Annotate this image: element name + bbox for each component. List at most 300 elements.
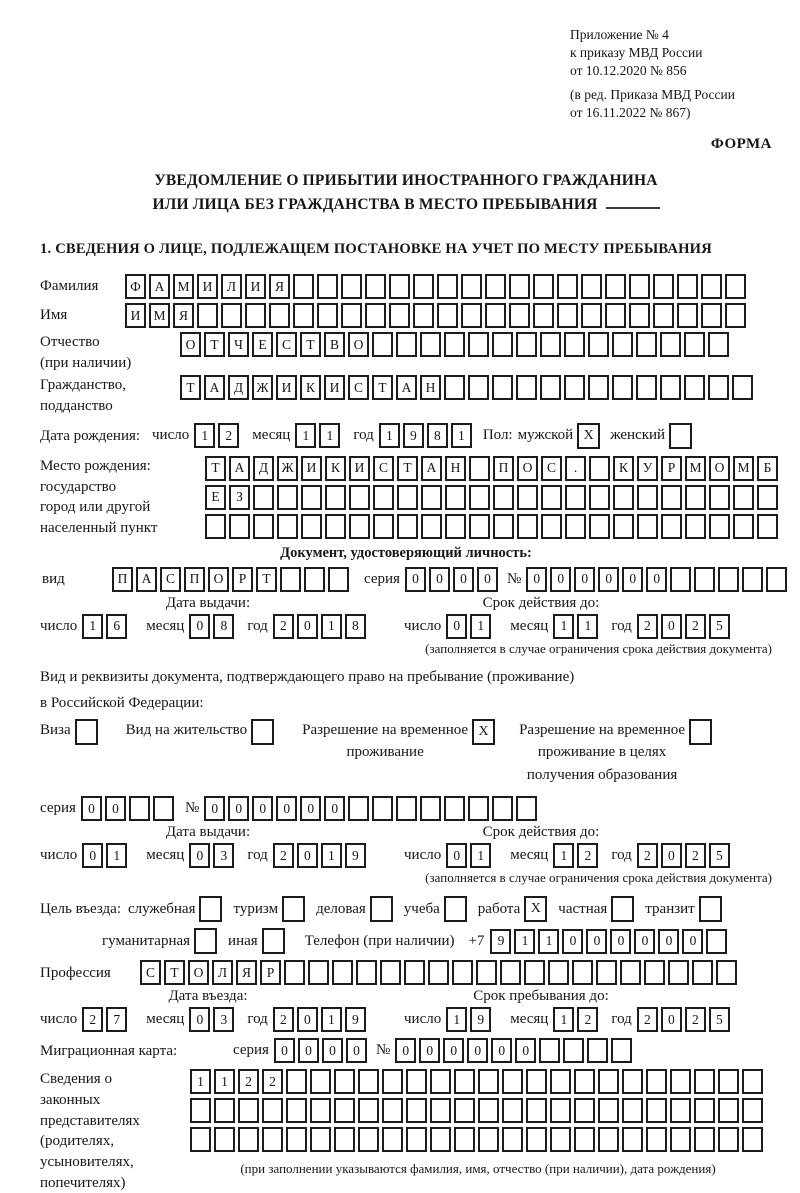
char-cell[interactable]: [389, 303, 410, 328]
char-cell[interactable]: [349, 485, 370, 510]
char-cell[interactable]: [334, 1098, 355, 1123]
representatives-row3-cells[interactable]: [190, 1127, 766, 1152]
char-cell[interactable]: [550, 1127, 571, 1152]
char-cell[interactable]: 1: [194, 423, 215, 448]
char-cell[interactable]: [293, 274, 314, 299]
char-cell[interactable]: 0: [562, 929, 583, 954]
blank-underline[interactable]: [606, 194, 660, 209]
char-cell[interactable]: [516, 375, 537, 400]
char-cell[interactable]: 1: [214, 1069, 235, 1094]
char-cell[interactable]: Б: [757, 456, 778, 481]
char-cell[interactable]: [557, 303, 578, 328]
char-cell[interactable]: [341, 303, 362, 328]
char-cell[interactable]: С: [348, 375, 369, 400]
char-cell[interactable]: 0: [586, 929, 607, 954]
char-cell[interactable]: [445, 485, 466, 510]
char-cell[interactable]: 9: [470, 1007, 491, 1032]
char-cell[interactable]: 5: [709, 614, 730, 639]
char-cell[interactable]: Я: [269, 274, 290, 299]
char-cell[interactable]: [677, 303, 698, 328]
char-cell[interactable]: [382, 1127, 403, 1152]
char-cell[interactable]: [718, 1098, 739, 1123]
char-cell[interactable]: 0: [395, 1038, 416, 1063]
birth-day-cells[interactable]: [194, 423, 242, 448]
representatives-row2-cells[interactable]: [190, 1098, 766, 1123]
char-cell[interactable]: 0: [467, 1038, 488, 1063]
representatives-row1-cells[interactable]: [190, 1069, 766, 1094]
char-cell[interactable]: [541, 485, 562, 510]
char-cell[interactable]: К: [325, 456, 346, 481]
char-cell[interactable]: [238, 1127, 259, 1152]
char-cell[interactable]: [365, 303, 386, 328]
char-cell[interactable]: П: [184, 567, 205, 592]
char-cell[interactable]: [694, 1127, 715, 1152]
char-cell[interactable]: 5: [709, 843, 730, 868]
char-cell[interactable]: [478, 1098, 499, 1123]
char-cell[interactable]: [469, 485, 490, 510]
char-cell[interactable]: 0: [322, 1038, 343, 1063]
char-cell[interactable]: 1: [321, 614, 342, 639]
char-cell[interactable]: [317, 303, 338, 328]
residence-permit-checkbox[interactable]: [251, 719, 274, 745]
char-cell[interactable]: [286, 1098, 307, 1123]
char-cell[interactable]: Я: [236, 960, 257, 985]
char-cell[interactable]: [238, 1098, 259, 1123]
char-cell[interactable]: [396, 796, 417, 821]
char-cell[interactable]: 1: [446, 1007, 467, 1032]
char-cell[interactable]: 0: [443, 1038, 464, 1063]
char-cell[interactable]: 7: [106, 1007, 127, 1032]
valid-month-cells[interactable]: [553, 843, 601, 868]
char-cell[interactable]: [574, 1069, 595, 1094]
char-cell[interactable]: 2: [637, 614, 658, 639]
char-cell[interactable]: [430, 1127, 451, 1152]
char-cell[interactable]: [540, 375, 561, 400]
char-cell[interactable]: [262, 1127, 283, 1152]
char-cell[interactable]: Е: [205, 485, 226, 510]
char-cell[interactable]: [493, 485, 514, 510]
birthplace-row1-cells[interactable]: [205, 456, 781, 481]
char-cell[interactable]: [492, 796, 513, 821]
char-cell[interactable]: 1: [106, 843, 127, 868]
purpose-tourism-checkbox[interactable]: [282, 896, 305, 922]
char-cell[interactable]: [589, 514, 610, 539]
char-cell[interactable]: [454, 1127, 475, 1152]
char-cell[interactable]: [706, 929, 727, 954]
char-cell[interactable]: [325, 485, 346, 510]
char-cell[interactable]: [725, 274, 746, 299]
purpose-study-checkbox[interactable]: [444, 896, 467, 922]
char-cell[interactable]: Т: [205, 456, 226, 481]
char-cell[interactable]: [397, 485, 418, 510]
char-cell[interactable]: 1: [553, 843, 574, 868]
char-cell[interactable]: [757, 514, 778, 539]
char-cell[interactable]: [709, 485, 730, 510]
char-cell[interactable]: [612, 332, 633, 357]
char-cell[interactable]: [492, 332, 513, 357]
char-cell[interactable]: М: [733, 456, 754, 481]
char-cell[interactable]: .: [565, 456, 586, 481]
char-cell[interactable]: [516, 796, 537, 821]
char-cell[interactable]: Ж: [277, 456, 298, 481]
stay-year-cells[interactable]: [637, 1007, 733, 1032]
birth-month-cells[interactable]: [295, 423, 343, 448]
char-cell[interactable]: [694, 1098, 715, 1123]
char-cell[interactable]: 2: [273, 614, 294, 639]
char-cell[interactable]: [428, 960, 449, 985]
char-cell[interactable]: 0: [405, 567, 426, 592]
char-cell[interactable]: [372, 796, 393, 821]
char-cell[interactable]: И: [276, 375, 297, 400]
entry-year-cells[interactable]: [273, 1007, 369, 1032]
char-cell[interactable]: [733, 485, 754, 510]
char-cell[interactable]: 0: [297, 1007, 318, 1032]
char-cell[interactable]: 1: [321, 1007, 342, 1032]
char-cell[interactable]: 0: [189, 1007, 210, 1032]
char-cell[interactable]: [685, 514, 706, 539]
char-cell[interactable]: [277, 485, 298, 510]
char-cell[interactable]: [356, 960, 377, 985]
char-cell[interactable]: [502, 1098, 523, 1123]
char-cell[interactable]: 1: [577, 614, 598, 639]
char-cell[interactable]: 0: [661, 1007, 682, 1032]
char-cell[interactable]: 0: [297, 614, 318, 639]
entry-month-cells[interactable]: [189, 1007, 237, 1032]
char-cell[interactable]: [716, 960, 737, 985]
char-cell[interactable]: [574, 1098, 595, 1123]
char-cell[interactable]: А: [229, 456, 250, 481]
char-cell[interactable]: О: [709, 456, 730, 481]
char-cell[interactable]: 0: [276, 796, 297, 821]
firstname-cells[interactable]: [125, 303, 749, 328]
char-cell[interactable]: [524, 960, 545, 985]
char-cell[interactable]: [502, 1127, 523, 1152]
char-cell[interactable]: 9: [345, 843, 366, 868]
char-cell[interactable]: 6: [106, 614, 127, 639]
char-cell[interactable]: [420, 796, 441, 821]
identity-doc-number-cells[interactable]: [526, 567, 790, 592]
char-cell[interactable]: Н: [445, 456, 466, 481]
char-cell[interactable]: О: [180, 332, 201, 357]
char-cell[interactable]: 0: [526, 567, 547, 592]
char-cell[interactable]: [684, 375, 705, 400]
char-cell[interactable]: [382, 1069, 403, 1094]
char-cell[interactable]: [197, 303, 218, 328]
char-cell[interactable]: [358, 1127, 379, 1152]
char-cell[interactable]: 1: [470, 843, 491, 868]
char-cell[interactable]: Т: [397, 456, 418, 481]
char-cell[interactable]: 1: [319, 423, 340, 448]
char-cell[interactable]: 0: [446, 614, 467, 639]
valid-day-cells[interactable]: [446, 614, 494, 639]
char-cell[interactable]: [742, 1098, 763, 1123]
purpose-official-checkbox[interactable]: [199, 896, 222, 922]
char-cell[interactable]: 2: [685, 1007, 706, 1032]
temp-residence-checkbox[interactable]: X: [472, 719, 495, 745]
char-cell[interactable]: [598, 1098, 619, 1123]
char-cell[interactable]: [373, 514, 394, 539]
char-cell[interactable]: [670, 567, 691, 592]
char-cell[interactable]: И: [197, 274, 218, 299]
char-cell[interactable]: М: [149, 303, 170, 328]
char-cell[interactable]: [406, 1069, 427, 1094]
purpose-other-checkbox[interactable]: [262, 928, 285, 954]
char-cell[interactable]: [461, 303, 482, 328]
valid-year-cells[interactable]: [637, 843, 733, 868]
char-cell[interactable]: [644, 960, 665, 985]
char-cell[interactable]: [661, 514, 682, 539]
char-cell[interactable]: [620, 960, 641, 985]
char-cell[interactable]: [308, 960, 329, 985]
char-cell[interactable]: [310, 1127, 331, 1152]
char-cell[interactable]: [588, 332, 609, 357]
char-cell[interactable]: [334, 1127, 355, 1152]
char-cell[interactable]: Л: [212, 960, 233, 985]
identity-doc-series-cells[interactable]: [405, 567, 501, 592]
char-cell[interactable]: [708, 375, 729, 400]
char-cell[interactable]: З: [229, 485, 250, 510]
stay-month-cells[interactable]: [553, 1007, 601, 1032]
char-cell[interactable]: И: [245, 274, 266, 299]
char-cell[interactable]: [129, 796, 150, 821]
char-cell[interactable]: [406, 1127, 427, 1152]
char-cell[interactable]: И: [301, 456, 322, 481]
char-cell[interactable]: 0: [429, 567, 450, 592]
char-cell[interactable]: [670, 1127, 691, 1152]
char-cell[interactable]: [373, 485, 394, 510]
char-cell[interactable]: [588, 375, 609, 400]
char-cell[interactable]: [725, 303, 746, 328]
char-cell[interactable]: [413, 303, 434, 328]
char-cell[interactable]: [509, 303, 530, 328]
char-cell[interactable]: 0: [661, 614, 682, 639]
char-cell[interactable]: 0: [419, 1038, 440, 1063]
char-cell[interactable]: Т: [372, 375, 393, 400]
char-cell[interactable]: [153, 796, 174, 821]
char-cell[interactable]: [596, 960, 617, 985]
char-cell[interactable]: [253, 514, 274, 539]
char-cell[interactable]: [636, 375, 657, 400]
char-cell[interactable]: [437, 303, 458, 328]
valid-day-cells[interactable]: [446, 843, 494, 868]
char-cell[interactable]: [660, 375, 681, 400]
char-cell[interactable]: О: [188, 960, 209, 985]
char-cell[interactable]: [646, 1098, 667, 1123]
char-cell[interactable]: [389, 274, 410, 299]
identity-doc-kind-cells[interactable]: [112, 567, 352, 592]
char-cell[interactable]: 0: [324, 796, 345, 821]
char-cell[interactable]: [718, 567, 739, 592]
char-cell[interactable]: Т: [164, 960, 185, 985]
issue-month-cells[interactable]: [189, 614, 237, 639]
char-cell[interactable]: 0: [610, 929, 631, 954]
char-cell[interactable]: 0: [300, 796, 321, 821]
char-cell[interactable]: [629, 274, 650, 299]
issue-day-cells[interactable]: [82, 843, 130, 868]
surname-cells[interactable]: [125, 274, 749, 299]
char-cell[interactable]: П: [112, 567, 133, 592]
char-cell[interactable]: [613, 514, 634, 539]
char-cell[interactable]: [742, 1069, 763, 1094]
char-cell[interactable]: [757, 485, 778, 510]
char-cell[interactable]: [284, 960, 305, 985]
char-cell[interactable]: [380, 960, 401, 985]
char-cell[interactable]: [557, 274, 578, 299]
char-cell[interactable]: [565, 485, 586, 510]
char-cell[interactable]: 0: [298, 1038, 319, 1063]
char-cell[interactable]: 0: [634, 929, 655, 954]
char-cell[interactable]: [382, 1098, 403, 1123]
char-cell[interactable]: [365, 274, 386, 299]
char-cell[interactable]: [694, 1069, 715, 1094]
char-cell[interactable]: [677, 274, 698, 299]
char-cell[interactable]: [500, 960, 521, 985]
char-cell[interactable]: П: [493, 456, 514, 481]
char-cell[interactable]: [286, 1069, 307, 1094]
char-cell[interactable]: [685, 485, 706, 510]
char-cell[interactable]: [328, 567, 349, 592]
char-cell[interactable]: [526, 1069, 547, 1094]
char-cell[interactable]: [396, 332, 417, 357]
birth-year-cells[interactable]: [379, 423, 475, 448]
char-cell[interactable]: Т: [204, 332, 225, 357]
char-cell[interactable]: 0: [81, 796, 102, 821]
char-cell[interactable]: [492, 375, 513, 400]
char-cell[interactable]: 0: [446, 843, 467, 868]
profession-cells[interactable]: [140, 960, 740, 985]
char-cell[interactable]: [293, 303, 314, 328]
char-cell[interactable]: [622, 1069, 643, 1094]
char-cell[interactable]: Т: [256, 567, 277, 592]
char-cell[interactable]: 0: [646, 567, 667, 592]
char-cell[interactable]: [214, 1098, 235, 1123]
char-cell[interactable]: 1: [321, 843, 342, 868]
char-cell[interactable]: [349, 514, 370, 539]
char-cell[interactable]: 0: [228, 796, 249, 821]
char-cell[interactable]: [766, 567, 787, 592]
char-cell[interactable]: А: [421, 456, 442, 481]
citizenship-cells[interactable]: [180, 375, 756, 400]
char-cell[interactable]: 0: [550, 567, 571, 592]
phone-cells[interactable]: [490, 929, 730, 954]
char-cell[interactable]: 0: [622, 567, 643, 592]
patronymic-cells[interactable]: [180, 332, 732, 357]
char-cell[interactable]: [310, 1098, 331, 1123]
char-cell[interactable]: Ф: [125, 274, 146, 299]
char-cell[interactable]: [708, 332, 729, 357]
char-cell[interactable]: [701, 274, 722, 299]
char-cell[interactable]: Д: [253, 456, 274, 481]
char-cell[interactable]: [509, 274, 530, 299]
char-cell[interactable]: [718, 1127, 739, 1152]
char-cell[interactable]: [269, 303, 290, 328]
char-cell[interactable]: [660, 332, 681, 357]
char-cell[interactable]: [229, 514, 250, 539]
char-cell[interactable]: [564, 332, 585, 357]
char-cell[interactable]: [437, 274, 458, 299]
char-cell[interactable]: В: [324, 332, 345, 357]
char-cell[interactable]: [502, 1069, 523, 1094]
char-cell[interactable]: 1: [538, 929, 559, 954]
char-cell[interactable]: [581, 303, 602, 328]
char-cell[interactable]: [612, 375, 633, 400]
char-cell[interactable]: 9: [490, 929, 511, 954]
char-cell[interactable]: [444, 796, 465, 821]
char-cell[interactable]: [587, 1038, 608, 1063]
char-cell[interactable]: Е: [252, 332, 273, 357]
char-cell[interactable]: С: [276, 332, 297, 357]
char-cell[interactable]: [533, 303, 554, 328]
char-cell[interactable]: Ж: [252, 375, 273, 400]
char-cell[interactable]: [413, 274, 434, 299]
char-cell[interactable]: 1: [82, 614, 103, 639]
char-cell[interactable]: [516, 332, 537, 357]
char-cell[interactable]: 9: [403, 423, 424, 448]
char-cell[interactable]: 2: [82, 1007, 103, 1032]
char-cell[interactable]: 1: [295, 423, 316, 448]
char-cell[interactable]: С: [160, 567, 181, 592]
char-cell[interactable]: 1: [553, 614, 574, 639]
char-cell[interactable]: [478, 1069, 499, 1094]
char-cell[interactable]: Р: [232, 567, 253, 592]
char-cell[interactable]: [636, 332, 657, 357]
char-cell[interactable]: [205, 514, 226, 539]
char-cell[interactable]: 0: [453, 567, 474, 592]
sex-male-checkbox[interactable]: X: [577, 423, 600, 449]
migration-card-series-cells[interactable]: [274, 1038, 370, 1063]
char-cell[interactable]: У: [637, 456, 658, 481]
char-cell[interactable]: [348, 796, 369, 821]
char-cell[interactable]: [310, 1069, 331, 1094]
char-cell[interactable]: [653, 274, 674, 299]
char-cell[interactable]: [692, 960, 713, 985]
char-cell[interactable]: 2: [685, 614, 706, 639]
char-cell[interactable]: [468, 375, 489, 400]
char-cell[interactable]: Т: [180, 375, 201, 400]
char-cell[interactable]: [581, 274, 602, 299]
visa-checkbox[interactable]: [75, 719, 98, 745]
char-cell[interactable]: [404, 960, 425, 985]
char-cell[interactable]: [468, 796, 489, 821]
char-cell[interactable]: 2: [637, 1007, 658, 1032]
char-cell[interactable]: [605, 303, 626, 328]
char-cell[interactable]: М: [685, 456, 706, 481]
char-cell[interactable]: С: [373, 456, 394, 481]
char-cell[interactable]: А: [149, 274, 170, 299]
char-cell[interactable]: [461, 274, 482, 299]
char-cell[interactable]: 0: [82, 843, 103, 868]
char-cell[interactable]: [469, 514, 490, 539]
char-cell[interactable]: 0: [189, 843, 210, 868]
char-cell[interactable]: [444, 332, 465, 357]
char-cell[interactable]: А: [396, 375, 417, 400]
char-cell[interactable]: 0: [252, 796, 273, 821]
char-cell[interactable]: А: [136, 567, 157, 592]
char-cell[interactable]: [646, 1127, 667, 1152]
char-cell[interactable]: [493, 514, 514, 539]
char-cell[interactable]: [485, 274, 506, 299]
char-cell[interactable]: [420, 332, 441, 357]
char-cell[interactable]: [485, 303, 506, 328]
char-cell[interactable]: К: [300, 375, 321, 400]
char-cell[interactable]: С: [541, 456, 562, 481]
char-cell[interactable]: [550, 1098, 571, 1123]
char-cell[interactable]: [540, 332, 561, 357]
char-cell[interactable]: А: [204, 375, 225, 400]
char-cell[interactable]: [563, 1038, 584, 1063]
char-cell[interactable]: [565, 514, 586, 539]
char-cell[interactable]: 1: [514, 929, 535, 954]
